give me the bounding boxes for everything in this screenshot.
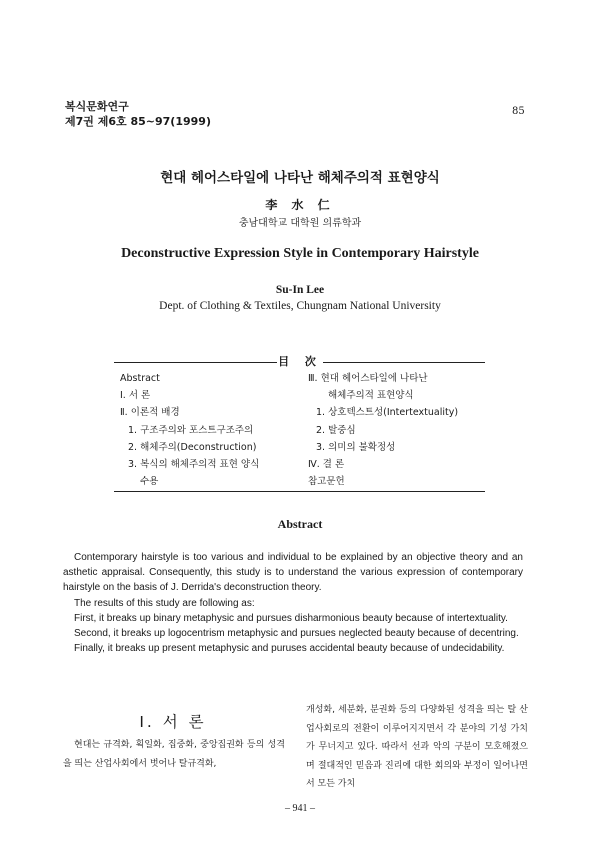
toc-item: 수용: [140, 476, 159, 488]
abstract-paragraph: The results of this study are following as:: [74, 597, 255, 609]
body-column-right: [306, 701, 528, 794]
abstract-paragraph: Contemporary hairstyle is too various and individual to be explained by an objective theory and an asthetic appraisal. Consequently, this study is to understand the various expression of contemporary hairstyle on the basis of J. Derrida's deconstruction theory.: [63, 552, 523, 594]
body-column-left: [63, 736, 285, 773]
toc-item: 2. 탈중심: [316, 424, 356, 436]
page-footer-number: – 941 –: [285, 803, 315, 814]
author-english: Su-In Lee: [275, 284, 325, 296]
author-korean: 李 水 仁: [265, 198, 335, 212]
toc-item: Ⅲ. 현대 헤어스타일에 나타난: [308, 373, 428, 384]
toc-top-rule-left: [114, 362, 277, 363]
abstract-body: [63, 550, 523, 656]
toc-item: 3. 복식의 해체주의적 표현 양식: [128, 459, 260, 471]
toc-left-column: [120, 370, 259, 490]
section-heading-introduction: Ⅰ. 서 론: [139, 713, 207, 731]
abstract-paragraph: Second, it breaks up logocentrism metaphysic and pursues neglected beauty because of decentring.: [74, 628, 519, 640]
toc-item: Ⅳ. 결 론: [308, 459, 345, 471]
toc-item: 2. 해체주의(Deconstruction): [128, 441, 257, 453]
toc-bottom-rule: [114, 491, 485, 492]
toc-item: 참고문헌: [308, 476, 345, 488]
toc-top-rule-right: [323, 362, 485, 363]
toc-item: 1. 구조주의와 포스트구조주의: [128, 424, 254, 436]
affiliation-english: Dept. of Clothing & Textiles, Chungnam National University: [159, 300, 441, 312]
journal-info: [65, 99, 211, 129]
toc-item: Ⅰ. 서 론: [120, 390, 151, 402]
body-paragraph: 현대는 규격화, 획일화, 집중화, 중앙집권화 등의 성격을 띄는 산업사회에서 벗어나 탈규격화,: [63, 740, 285, 769]
toc-item: Ⅱ. 이론적 배경: [120, 407, 180, 419]
abstract-heading: Abstract: [277, 517, 323, 531]
journal-issue: 제7권 제6호 85~97(1999): [65, 115, 211, 128]
toc-right-column: [308, 370, 458, 490]
toc-heading: 目 次: [278, 355, 322, 368]
page-number: 85: [512, 106, 525, 117]
title-english: Deconstructive Expression Style in Contemporary Hairstyle: [121, 246, 479, 261]
journal-name: 복식문화연구: [65, 100, 129, 113]
toc-item: 3. 의미의 불확정성: [316, 441, 396, 453]
toc-item: 1. 상호텍스트성(Intertextuality): [316, 407, 459, 419]
affiliation-korean: 충남대학교 대학원 의류학과: [238, 218, 362, 229]
toc-item: Abstract: [120, 373, 160, 384]
abstract-paragraph: First, it breaks up binary metaphysic and pursues disharmonious beauty because of intertextuality.: [74, 612, 508, 624]
title-korean: 현대 헤어스타일에 나타난 해체주의적 표현양식: [160, 170, 440, 186]
toc-item: 해체주의적 표현양식: [328, 390, 414, 402]
body-paragraph: 개성화, 세분화, 분권화 등의 다양화된 성격을 띄는 탈 산업사회로의 전환이 이루어지지면서 각 분야의 기성 가치가 무너지고 있다. 따라서 선과 악의 구분이 모호해졌으며 절대적인 믿음과 진리에 대한 회의와 부정이 일어나면서 모든 가치: [306, 705, 528, 789]
abstract-paragraph: Finally, it breaks up present metaphysic and puruses accidental beauty because of undecidability.: [74, 643, 505, 655]
